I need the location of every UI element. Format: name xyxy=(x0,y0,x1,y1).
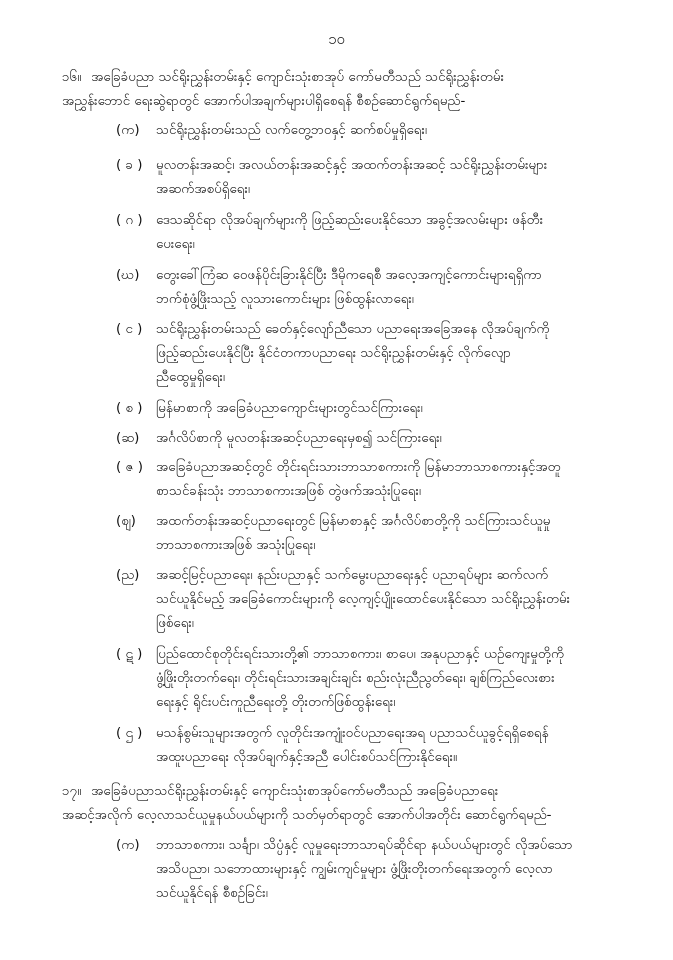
item-label: (ည) xyxy=(116,568,140,583)
item-line: ရေးနှင့် ရိုင်းပင်းကူညီရေးတို့ တိုးတက်ဖြစ်ထွန်းရေး၊ xyxy=(156,695,396,710)
section-16-item-hsa xyxy=(116,427,626,451)
item-line: သင်ရိုးညွှန်းတမ်းသည် ခေတ်နှင့်လျော်ညီသော ပညာရေးအခြေအနေ လိုအပ်ချက်ကို xyxy=(156,322,550,337)
item-line: အင်္ဂလိပ်စာကို မူလတန်းအဆင့်ပညာရေးမှစ၍ သင်ကြားရေး၊ xyxy=(156,431,442,446)
item-label: (ဃ) xyxy=(116,268,140,283)
section-16-item-nya xyxy=(116,564,626,636)
item-label: (က) xyxy=(116,838,140,853)
section-16-intro xyxy=(62,66,622,114)
item-line: ဖြည့်ဆည်းပေးနိုင်ပြီး နိုင်ငံတကာပညာရေး သင်ရိုးညွှန်းတမ်းနှင့် လိုက်လျော xyxy=(156,346,511,361)
section-16-item-tta xyxy=(116,643,626,715)
section-17-number: ၁၇။ xyxy=(62,784,82,799)
section-16-item-zha xyxy=(116,510,626,558)
item-text xyxy=(156,397,626,421)
item-line: ဖြစ်ရေး၊ xyxy=(156,616,194,631)
item-line: ဘာသာစကားအဖြစ် အသုံးပြုရေး၊ xyxy=(156,538,316,553)
item-line: ညီထွေမှုရှိရေး၊ xyxy=(156,370,225,385)
item-line: ပြည်ထောင်စုတိုင်းရင်းသားတို့၏ ဘာသာစကား၊ စာပေ၊ အနုပညာနှင့် ယဉ်ကျေးမှုတို့ကို xyxy=(156,647,565,662)
item-label: ( ဋ ) xyxy=(116,647,143,662)
section-16-item-kha xyxy=(116,154,626,202)
item-text xyxy=(156,119,626,143)
item-line: အသိပညာ၊ သဘောထားများနှင့် ကျွမ်းကျင်မှုများ ဖွံ့ဖြိုးတိုးတက်ရေးအတွက် လေ့လာ xyxy=(156,862,553,877)
item-text xyxy=(156,318,626,390)
item-label: ( ဂ ) xyxy=(116,213,143,228)
item-line: သင်ရိုးညွှန်းတမ်းသည် လက်တွေ့ဘဝနှင့် ဆက်စပ်မှုရှိရေး၊ xyxy=(156,123,427,138)
item-line: ဒေသဆိုင်ရာ လိုအပ်ချက်များကို ဖြည့်ဆည်းပေးနိုင်သော အခွင့်အလမ်းများ ဖန်တီး xyxy=(156,213,544,228)
item-label: ( ခ ) xyxy=(116,158,143,173)
item-line: အဆက်အစပ်ရှိရေး၊ xyxy=(156,182,250,197)
item-text xyxy=(156,510,626,558)
section-16-item-ka xyxy=(116,119,626,143)
section-16-item-nga xyxy=(116,318,626,390)
section-16-text-1: အခြေခံပညာ သင်ရိုးညွှန်းတမ်းနှင့် ကျောင်းသုံးစာအုပ် ကော်မတီသည် သင်ရိုးညွှန်းတမ်း xyxy=(91,70,504,85)
section-16-item-sa xyxy=(116,397,626,421)
item-line: အဆင့်မြင့်ပညာရေး၊ နည်းပညာနှင့် သက်မွေးပညာရေးနှင့် ပညာရပ်များ ဆက်လက် xyxy=(156,568,549,583)
section-16-line-2: အညွှန်းဘောင် ရေးဆွဲရာတွင် အောက်ပါအချက်များပါရှိစေရန် စီစဉ်ဆောင်ရွက်ရမည်- xyxy=(62,94,466,109)
item-label: ( င ) xyxy=(116,322,143,337)
item-line: ဖွံ့ဖြိုးတိုးတက်ရေး၊ တိုင်းရင်းသားအချင်းချင်း စည်းလုံးညီညွတ်ရေး၊ ချစ်ကြည်လေးစား xyxy=(156,671,555,686)
item-line: အထက်တန်းအဆင့်ပညာရေးတွင် မြန်မာစာနှင့် အင်္ဂလိပ်စာတို့ကို သင်ကြားသင်ယူမှု xyxy=(156,514,551,529)
item-line: မူလတန်းအဆင့်၊ အလယ်တန်းအဆင့်နှင့် အထက်တန်းအဆင့် သင်ရိုးညွှန်းတမ်းများ xyxy=(156,158,548,173)
item-line: စာသင်ခန်းသုံး ဘာသာစကားအဖြစ် တွဲဖက်အသုံးပြုရေး၊ xyxy=(156,484,422,499)
item-text xyxy=(156,722,626,770)
item-line: တွေးခေါ်ကြံဆ ဝေဖန်ပိုင်းခြားနိုင်ပြီး ဒီမိုကရေစီ အလေ့အကျင့်ကောင်းများရရှိကာ xyxy=(156,268,542,283)
item-text xyxy=(156,456,626,504)
item-line: မြန်မာစာကို အခြေခံပညာကျောင်းများတွင်သင်ကြားရေး၊ xyxy=(156,401,423,416)
section-17-line-1 xyxy=(62,780,622,804)
item-label: ( စ ) xyxy=(116,401,143,416)
section-17-text-1: အခြေခံပညာသင်ရိုးညွှန်းတမ်းနှင့် ကျောင်းသုံးစာအုပ်ကော်မတီသည် အခြေခံပညာရေး xyxy=(91,784,499,799)
item-label: (က) xyxy=(116,123,140,138)
section-16-item-gha xyxy=(116,264,626,312)
item-label: ( ဌ ) xyxy=(116,726,143,741)
section-16-item-za xyxy=(116,456,626,504)
section-17-line-2: အဆင့်အလိုက် လေ့လာသင်ယူမှုနယ်ပယ်များကို သတ်မှတ်ရာတွင် အောက်ပါအတိုင်း ဆောင်ရွက်ရမည်- xyxy=(62,808,552,823)
page-number: ၁၀ xyxy=(328,30,345,48)
item-text xyxy=(156,209,626,257)
item-text xyxy=(156,564,626,636)
item-text xyxy=(156,834,626,906)
item-text xyxy=(156,643,626,715)
item-text xyxy=(156,264,626,312)
item-text xyxy=(156,154,626,202)
item-label: (ဆ) xyxy=(116,431,140,446)
item-line: သင်ယူနိုင်ရန် စီစဉ်ခြင်း၊ xyxy=(156,886,268,901)
item-line: ဘက်စုံဖွံ့ဖြိုးသည့် လူသားကောင်းများ ဖြစ်ထွန်းလာရေး၊ xyxy=(156,292,414,307)
section-16-line-1 xyxy=(62,66,622,90)
item-label: ( ဇ ) xyxy=(116,460,143,475)
section-17-item-ka xyxy=(116,834,626,906)
item-line: မသန်စွမ်းသူများအတွက် လူတိုင်းအကျုံးဝင်ပညာရေးအရ ပညာသင်ယူခွင့်ရရှိစေရန် xyxy=(156,726,549,741)
item-label: (ဈ) xyxy=(116,514,136,529)
item-line: အခြေခံပညာအဆင့်တွင် တိုင်းရင်းသားဘာသာစကားကို မြန်မာဘာသာစကားနှင့်အတူ xyxy=(156,460,561,475)
section-17-intro xyxy=(62,780,622,828)
item-line: အထူးပညာရေး လိုအပ်ချက်နှင့်အညီ ပေါင်းစပ်သင်ကြားနိုင်ရေး။ xyxy=(156,750,458,765)
item-line: သင်ယူနိုင်မည့် အခြေခံကောင်းများကို လေ့ကျင့်ပျိုးထောင်ပေးနိုင်သော သင်ရိုးညွှန်းတမ်း xyxy=(156,592,571,607)
section-16-item-ga xyxy=(116,209,626,257)
item-line: ပေးရေး၊ xyxy=(156,237,195,252)
item-text xyxy=(156,427,626,451)
item-line: ဘာသာစကား၊ သင်္ချာ၊ သိပ္ပံနှင့် လူမှုရေးဘာသာရပ်ဆိုင်ရာ နယ်ပယ်များတွင် လိုအပ်သော xyxy=(156,838,573,853)
section-16-item-ttha xyxy=(116,722,626,770)
section-16-number: ၁၆။ xyxy=(62,70,82,85)
